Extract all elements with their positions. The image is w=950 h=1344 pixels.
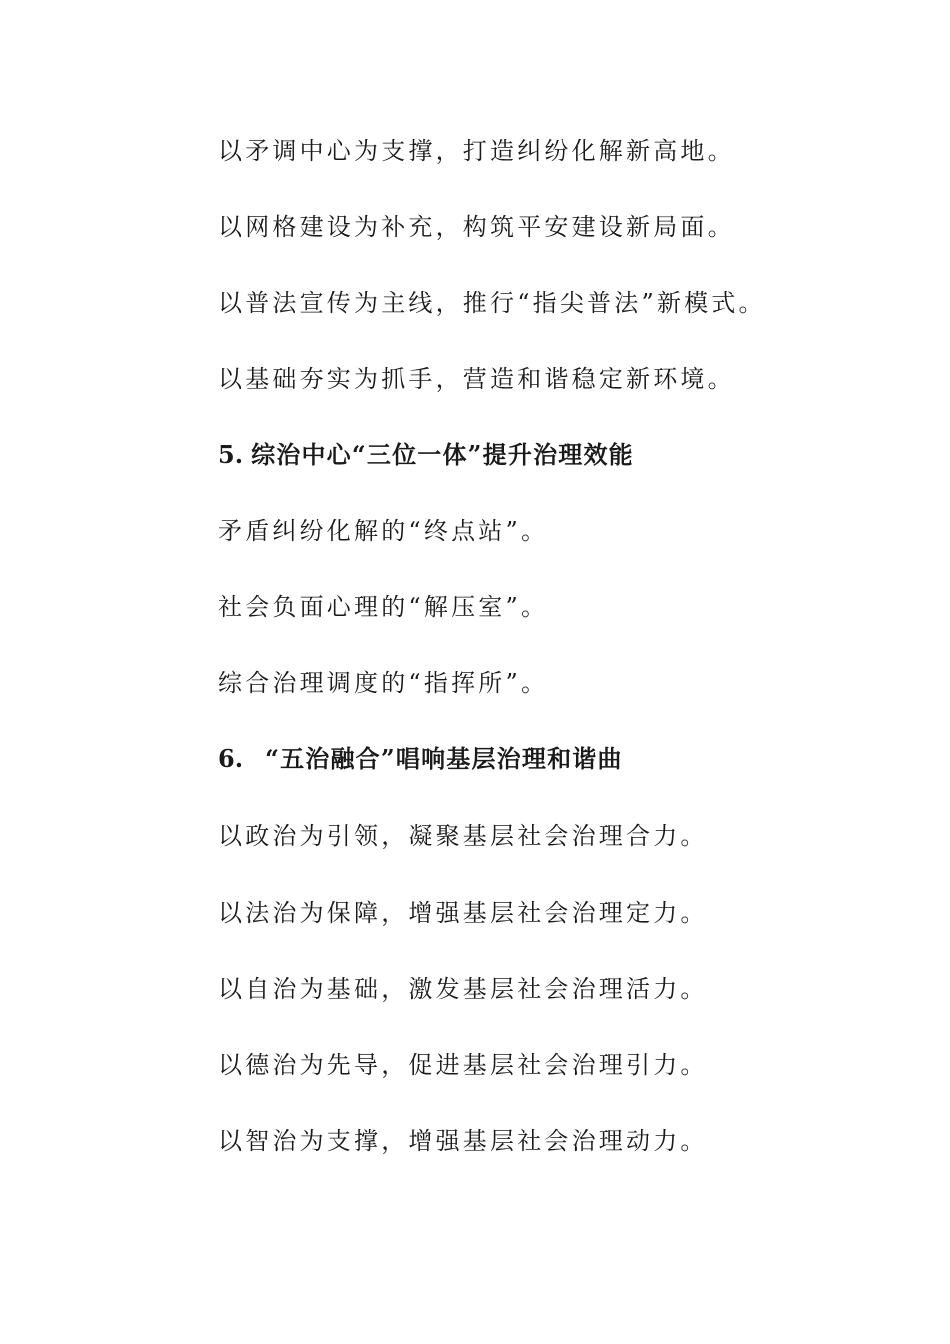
paragraph-line: 以普法宣传为主线，推行“指尖普法”新模式。 bbox=[218, 289, 766, 317]
paragraph-line: 以基础夯实为抓手，营造和谐稳定新环境。 bbox=[218, 365, 735, 393]
list-item: 以政治为引领，凝聚基层社会治理合力。 bbox=[218, 822, 708, 850]
paragraph-line: 以矛调中心为支撑，打造纠纷化解新高地。 bbox=[218, 137, 735, 165]
list-item: 综合治理调度的“指挥所”。 bbox=[218, 669, 549, 697]
list-item: 以自治为基础，激发基层社会治理活力。 bbox=[218, 975, 708, 1003]
list-item: 社会负面心理的“解压室”。 bbox=[218, 593, 549, 621]
section-number: 6. bbox=[218, 744, 244, 773]
section-title: 综治中心“三位一体”提升治理效能 bbox=[251, 440, 634, 469]
section-heading-6 bbox=[218, 744, 623, 774]
section-heading-5 bbox=[218, 440, 634, 470]
list-item: 以智治为支撑，增强基层社会治理动力。 bbox=[218, 1127, 708, 1155]
paragraph-line: 以网格建设为补充，构筑平安建设新局面。 bbox=[218, 213, 735, 241]
section-number: 5. bbox=[218, 440, 244, 469]
section-title: “五治融合”唱响基层治理和谐曲 bbox=[265, 744, 623, 773]
list-item: 以法治为保障，增强基层社会治理定力。 bbox=[218, 899, 708, 927]
list-item: 矛盾纠纷化解的“终点站”。 bbox=[218, 517, 549, 545]
list-item: 以德治为先导，促进基层社会治理引力。 bbox=[218, 1051, 708, 1079]
